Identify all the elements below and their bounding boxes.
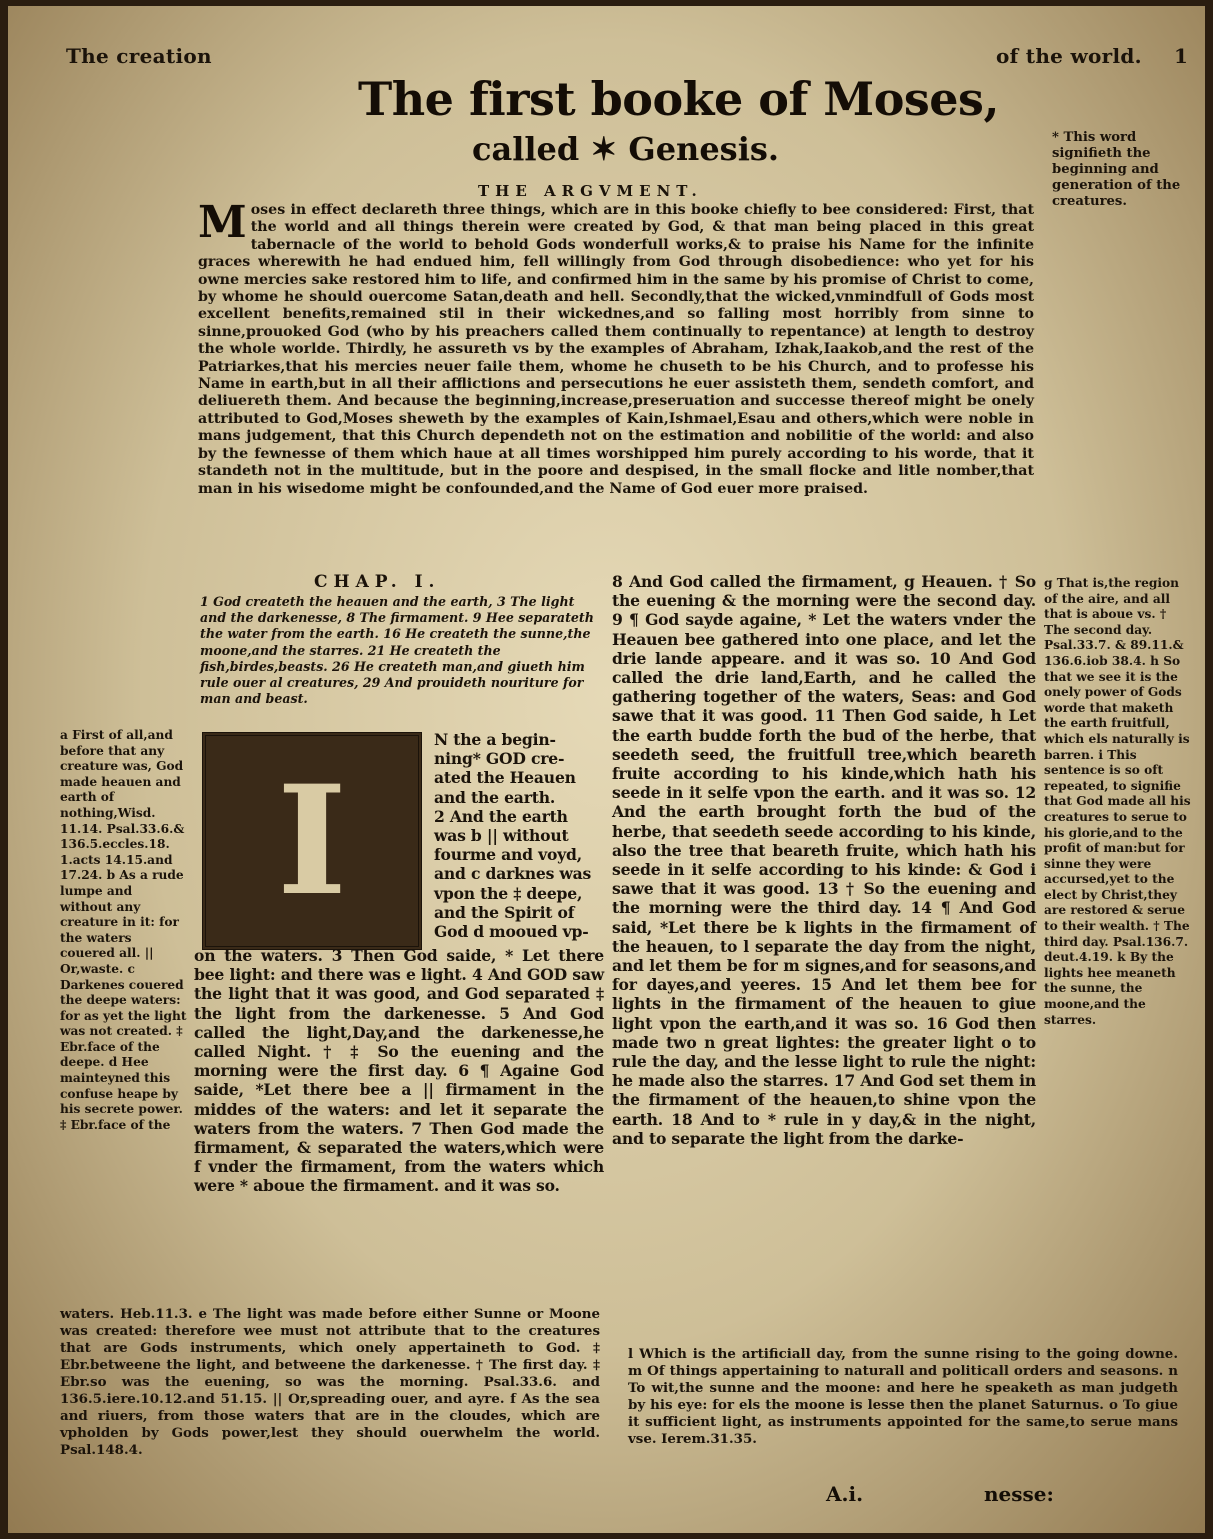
- verse-one-line: 2 And the earth: [434, 806, 568, 826]
- dropcap-letter: I: [276, 753, 348, 929]
- margin-note-title: * This word signifieth the beginning and generation of the creatures.: [1052, 130, 1181, 209]
- argument-initial: M: [198, 197, 247, 248]
- verse-one-lines: [434, 730, 604, 941]
- right-margin-notes: g That is,the region of the aire, and all that is aboue vs. † The second day. Psal.33.7. & 89.11.& 136.6.iob 38.4. h So that we see it is the onely power of Gods worde that maketh the earth fruitfull, which els naturally is barren. i This sentence is so oft repeated, to signifie that God made all his creatures to serue to his glorie,and to the profit of man:but for sinne they were accursed,yet to the elect by Christ,they are restored & serue to their wealth. † The third day. Psal.136.7. deut.4.19. k By the lights hee meaneth the sunne, the moone,and the starres.: [1044, 576, 1191, 1027]
- verse-one-line: ated the Heauen: [434, 768, 576, 788]
- verse-one-line: and c darknes was: [434, 864, 592, 884]
- argument-heading: THE ARGVMENT.: [478, 182, 703, 200]
- bible-page: [8, 6, 1205, 1533]
- dropcap-initial: [202, 732, 422, 950]
- verse-one-line: and the earth.: [434, 787, 556, 807]
- chapter-col1-text: on the waters. 3 Then God saide, * Let there bee light: and there was e light. 4 And GOD saw the light that it was good, and God separated ‡ the light from the darkenesse. 5 And God called the light,Day,and the darkenesse,he called Night. † ‡ So the euening and the morning were the first day. 6 ¶ Againe God saide, *Let there bee a || firmament in the middes of the waters: and let it separate the waters from the waters. 7 Then God made the firmament, & separated the waters,which were f vnder the firmament, from the waters which were * aboue the firmament. and it was so.: [194, 946, 604, 1196]
- verse-one-line: and the Spirit of: [434, 902, 575, 922]
- verse-one-line: vpon the ‡ deepe,: [434, 883, 583, 903]
- chapter-heading: CHAP. I.: [314, 572, 441, 592]
- chapter-summary: 1 God createth the heauen and the earth, 3 The light and the darkenesse, 8 The firmament. 9 Hee separateth the water from the earth. 16 He createth the sunne,the moone,and the starres. 21 He createth the fish,birdes,beasts. 26 He createth man,and giueth him rule ouer al creatures, 29 And prouideth nouriture for man and beast.: [200, 594, 594, 707]
- verse-one-line: N the a begin-: [434, 730, 556, 749]
- page-number: 1: [1174, 44, 1189, 68]
- verse-one-line: God d mooued vp-: [434, 922, 589, 942]
- running-header-right: of the world.: [996, 44, 1142, 68]
- argument-block: [198, 197, 1034, 498]
- argument-text: oses in effect declareth three things, which are in this booke chiefly to bee considered: First, that the world and all things therein were created by God, & that man being placed in this great tabernacle of the world to behold Gods wonderfull works,& to praise his Name for the infinite graces wherewith he had endued him, fell willingly from God through disobedience: who yet for his owne mercies sake restored him to life, and confirmed him in the same by his promise of Christ to come, by whome he should ouercome Satan,death and hell. Secondly,that the wicked,vnmindfull of Gods most excellent benefits,remained stil in their wickednes,and so falling most horribly from sinne to sinne,prouoked God (who by his preachers called them continually to repentance) at length to destroy the whole worlde. Thirdly, he assureth vs by the examples of Abraham, Izhak,Iaakob,and the rest of the Patriarkes,that his mercies neuer faile them, whome he chuseth to be his Church, and to professe his Name in earth,but in all their afflictions and persecutions he euer assisteth them, sendeth comfort, and deliuereth them. And because the beginning,increase,preseruation and successe thereof might be onely attributed to God,Moses sheweth by the examples of Kain,Ishmael,Esau and others,which were noble in mans judgement, that this Church dependeth not on the estimation and nobilitie of the world: and also by the fewnesse of them which haue at all times worshipped him purely according to his worde, that it standeth not in the multitude, but in the poore and despised, in the small flocke and litle nomber,that man in his wisedome might be confounded,and the Name of God euer more praised.: [198, 202, 1034, 497]
- verse-one-line: ning* GOD cre-: [434, 749, 565, 769]
- verse-one-line: fourme and voyd,: [434, 845, 582, 865]
- catchword: nesse:: [984, 1482, 1054, 1506]
- footnote-left: waters. Heb.11.3. e The light was made before either Sunne or Moone was created: therefore wee must not attribute that to the creatures that are Gods instruments, which onely appertaineth to God. ‡ Ebr.betweene the light, and betweene the darkenesse. † The first day. ‡ Ebr.so was the euening, so was the morning. Psal.33.6. and 136.5.iere.10.12.and 51.15. || Or,spreading ouer, and ayre. f As the sea and riuers, from those waters that are in the cloudes, which are vpholden by Gods power,lest they should ouerwhelm the world. Psal.148.4.: [60, 1306, 600, 1458]
- book-title: The first booke of Moses,: [358, 72, 999, 126]
- signature-mark: A.i.: [826, 1482, 864, 1506]
- left-margin-notes: a First of all,and before that any creature was, God made heauen and earth of nothing,Wisd. 11.14. Psal.33.6.& 136.5.eccles.18. 1.acts 14.15.and 17.24. b As a rude lumpe and without any creature in it: for the waters couered all. || Or,waste. c Darkenes couered the deepe waters: for as yet the light was not created. ‡ Ebr.face of the deepe. d Hee mainteyned this confuse heape by his secrete power. ‡ Ebr.face of the: [60, 728, 187, 1132]
- footnote-right: l Which is the artificiall day, from the sunne rising to the going downe. m Of things appertaining to naturall and politicall orders and seasons. n To wit,the sunne and the moone: and here he speaketh as man judgeth by his eye: for els the moone is lesse then the planet Saturnus. o To giue it sufficient light, as instruments appointed for the same,to serue mans vse. Ierem.31.35.: [628, 1346, 1178, 1447]
- running-header-left: The creation: [66, 44, 212, 68]
- verse-one-line: was b || without: [434, 826, 569, 846]
- chapter-col2-text: 8 And God called the firmament, g Heauen. † So the euening & the morning were the second day. 9 ¶ God sayde againe, * Let the waters vnder the Heauen bee gathered into one place, and let the drie lande appeare. and it was so. 10 And God called the drie land,Earth, and he called the gathering together of the waters, Seas: and God sawe that it was good. 11 Then God saide, h Let the earth budde forth the bud of the herbe, that seedeth seed, the fruitfull tree,which beareth fruite according to his kinde,which hath his seede in it selfe vpon the earth. and it was so. 12 And the earth brought forth the bud of the herbe, that seedeth seede according to his kinde, also the tree that beareth fruite, which hath his seede in it selfe according to his kinde: & God i sawe that it was good. 13 † So the euening and the morning were the third day. 14 ¶ And God said, *Let there be k lights in the firmament of the heauen, to l separate the day from the night, and let them be for m signes,and for seasons,and for dayes,and yeeres. 15 And let them bee for lights in the firmament of the heauen to giue light vpon the earth,and it was so. 16 God then made two n great lightes: the greater light o to rule the day, and the lesse light to rule the night: he made also the starres. 17 And God set them in the firmament of the heauen,to shine vpon the earth. 18 And to * rule in y day,& in the night, and to separate the light from the darke-: [612, 572, 1036, 1148]
- book-subtitle: called ✶ Genesis.: [472, 130, 779, 168]
